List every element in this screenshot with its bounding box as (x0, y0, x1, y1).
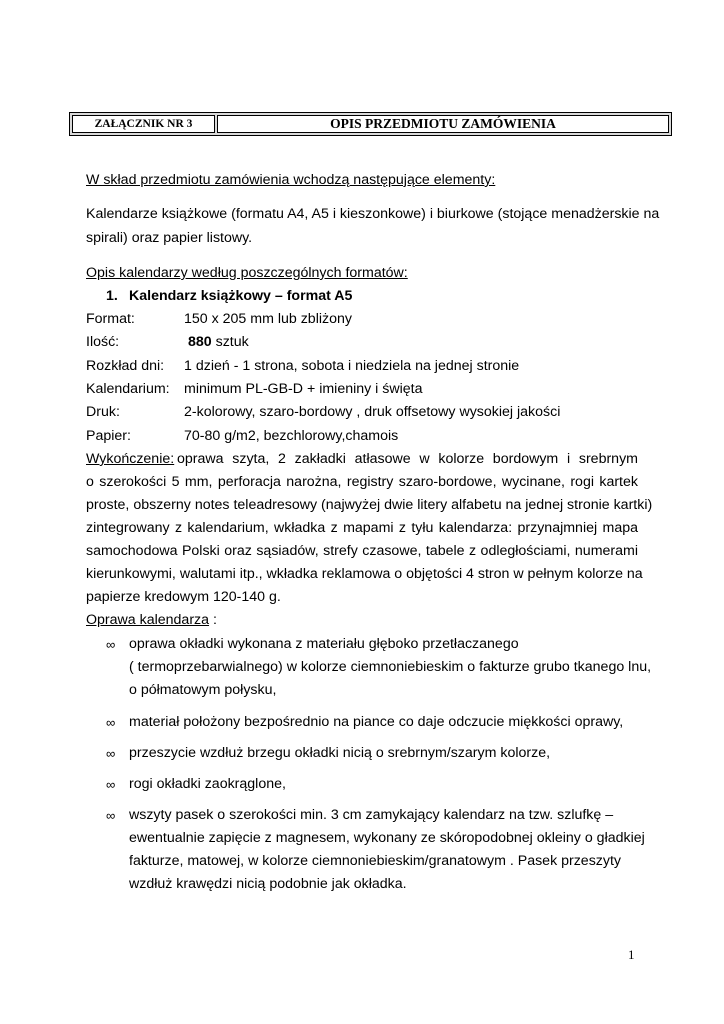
spec-value: 70-80 g/m2, bezchlorowy,chamois (184, 428, 399, 444)
infinity-bullet-icon: ∞ (106, 637, 116, 652)
spec-value: 150 x 205 mm lub zbliżony (184, 311, 352, 327)
binding-item-line: fakturze, matowej, w kolorze ciemnoniebieskim/granatowym . Pasek przeszyty (129, 853, 622, 869)
header-table (69, 112, 672, 136)
section1-title: Kalendarz książkowy – format A5 (129, 288, 353, 304)
finish-line: papierze kredowym 120-140 g. (86, 589, 281, 605)
infinity-bullet-icon: ∞ (106, 777, 116, 792)
spec-label: Ilość: (86, 334, 120, 350)
binding-item-line: wszyty pasek o szerokości min. 3 cm zamykający kalendarz na tzw. szlufkę – (129, 807, 614, 823)
section1-number: 1. (106, 288, 118, 304)
spec-label: Format: (86, 311, 135, 327)
spec-label: Druk: (86, 404, 120, 420)
binding-item-line: ( termoprzebarwialnego) w kolorze ciemnoniebieskim o fakturze grubo tkanego lnu, (129, 659, 652, 675)
infinity-bullet-icon: ∞ (106, 715, 116, 730)
binding-heading (86, 612, 217, 629)
finish-line: samochodowa Polski oraz sąsiadów, strefy czasowe, tabele z odległościami, numerami (86, 543, 638, 559)
finish-line: oprawa szyta, 2 zakładki atłasowe w kolorze bordowym i srebrnym (177, 451, 638, 467)
quantity-unit: sztuk (211, 334, 249, 350)
spec-label: Rozkład dni: (86, 358, 165, 374)
spec-label: Papier: (86, 428, 131, 444)
formats-heading: Opis kalendarzy według poszczególnych formatów: (86, 265, 408, 281)
binding-suffix: : (209, 612, 217, 628)
infinity-bullet-icon: ∞ (106, 746, 116, 761)
spec-value: 2-kolorowy, szaro-bordowy , druk offsetowy wysokiej jakości (184, 404, 561, 420)
spec-value (184, 334, 249, 351)
spec-value: 1 dzień - 1 strona, sobota i niedziela na jednej stronie (184, 358, 520, 374)
spec-label: Kalendarium: (86, 381, 170, 397)
binding-item-line: przeszycie wzdłuż brzegu okładki nicią o srebrnym/szarym kolorze, (129, 745, 551, 761)
binding-item-line: o półmatowym połysku, (129, 682, 277, 698)
finish-line: zintegrowany z kalendarium, wkładka z mapami z tyłu kalendarza: przynajmniej mapa (86, 520, 638, 536)
finish-line: kierunkowymi, walutami itp., wkładka reklamowa o objętości 4 stron w pełnym kolorze na (86, 566, 643, 582)
document-title: OPIS PRZEDMIOTU ZAMÓWIENIA (217, 115, 669, 133)
intro-paragraph-line1: Kalendarze książkowe (formatu A4, A5 i kieszonkowe) i biurkowe (stojące menadżerskie na (86, 206, 660, 222)
quantity-value: 880 (188, 334, 212, 350)
binding-item-line: ewentualnie zapięcie z magnesem, wykonany ze skóropodobnej okleiny o gładkiej (129, 830, 645, 846)
finish-line: o szerokości 5 mm, perforacja narożna, registry szaro-bordowe, wycinane, rogi kartek (86, 474, 638, 490)
binding-item-line: materiał położony bezpośrednio na piance co daje odczucie miękkości oprawy, (129, 714, 624, 730)
infinity-bullet-icon: ∞ (106, 808, 116, 823)
binding-item-line: rogi okładki zaokrąglone, (129, 776, 286, 792)
finish-line: proste, obszerny notes teleadresowy (najwyżej dwie litery alfabetu na jednej stronie kartki) (86, 497, 653, 513)
intro-heading: W skład przedmiotu zamówienia wchodzą następujące elementy: (86, 172, 496, 188)
intro-paragraph-line2: spirali) oraz papier listowy. (86, 230, 253, 246)
attachment-number: ZAŁĄCZNIK NR 3 (72, 115, 215, 133)
binding-label: Oprawa kalendarza (86, 612, 210, 628)
binding-item-line: oprawa okładki wykonana z materiału głęboko przetłaczanego (129, 636, 519, 652)
page-number: 1 (628, 947, 635, 962)
spec-value: minimum PL-GB-D + imieniny i święta (184, 381, 423, 397)
finish-label: Wykończenie: (86, 451, 175, 467)
binding-item-line: wzdłuż krawędzi nicią podobnie jak okładka. (129, 876, 407, 892)
